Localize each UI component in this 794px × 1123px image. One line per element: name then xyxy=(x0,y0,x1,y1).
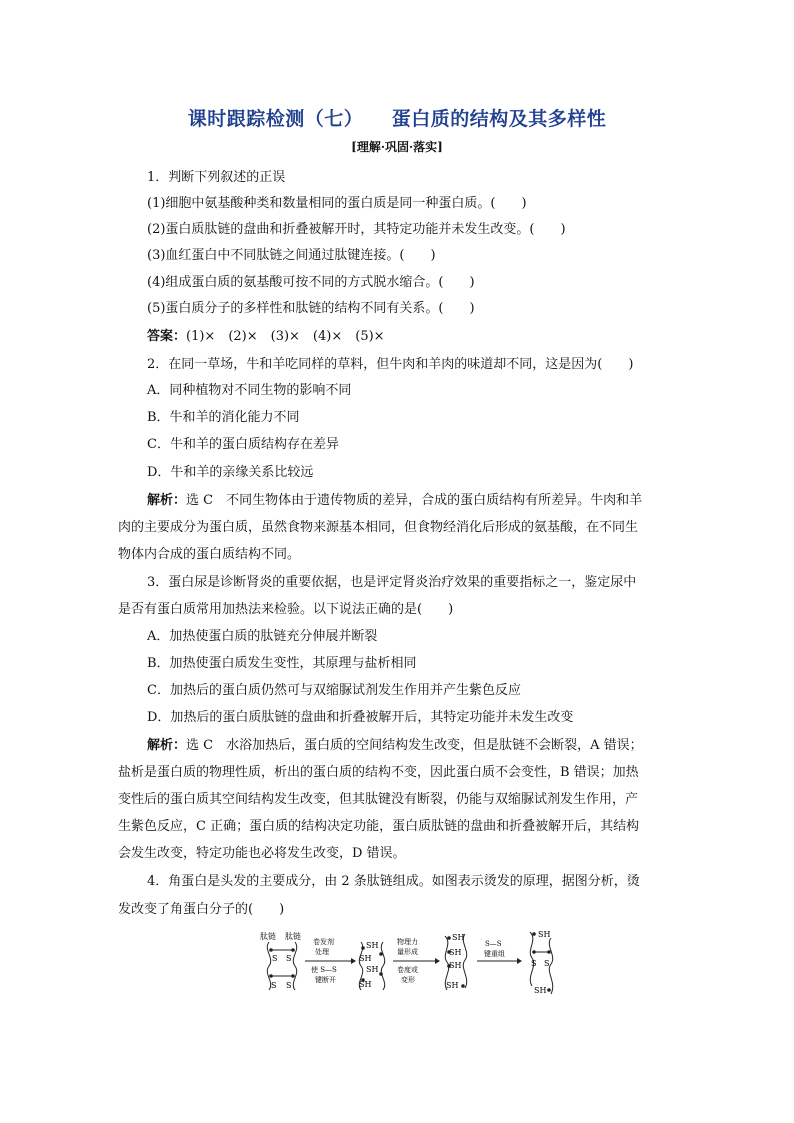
arrow-1-head xyxy=(351,958,356,964)
q2-stem: 2．在同一草场，牛和羊吃同样的草料，但牛肉和羊肉的味道却不同，这是因为( ) xyxy=(147,357,634,372)
chain-label-2: 肽链 xyxy=(285,932,301,941)
q2-analysis-label: 解析： xyxy=(147,493,187,508)
q2-analysis-line-1 xyxy=(147,493,642,509)
q3-stem-line-2: 是否有蛋白质常用加热法来检验。以下说法正确的是( ) xyxy=(118,602,454,617)
q2-option-a: A．同种植物对不同生物的影响不同 xyxy=(147,383,352,398)
arrow2-top-1: 物理力 xyxy=(397,938,418,946)
stage3-sh: SH xyxy=(449,961,462,970)
q3-option-b: B．加热使蛋白质发生变性，其原理与盐析相同 xyxy=(147,656,417,671)
q3-analysis-text-1: 选 C 水浴加热后，蛋白质的空间结构发生改变，但是肽链不会断裂，A 错误； xyxy=(186,738,643,753)
stage1-dot xyxy=(291,948,295,952)
section-subtitle: [理解·巩固·落实] xyxy=(351,140,443,154)
arrow1-bottom-1: 使 S—S xyxy=(311,966,337,974)
stage4-s: S xyxy=(544,959,550,968)
arrow-2-head xyxy=(435,958,440,964)
stage2-dot xyxy=(379,972,383,976)
q3-option-a: A．加热使蛋白质的肽链充分伸展并断裂 xyxy=(147,629,378,644)
stage3-dot xyxy=(447,936,451,940)
arrow2-bottom-2: 变形 xyxy=(401,976,415,984)
arrow2-top-2: 量形成 xyxy=(397,948,418,956)
stage4-chain-right xyxy=(549,938,552,994)
q3-analysis-line-4: 生紫色反应，C 正确；蛋白质的结构决定功能，蛋白质肽链的盘曲和折叠被解开后，其结构 xyxy=(118,819,640,834)
stage1-s: S xyxy=(271,981,277,990)
stage4-dot xyxy=(547,988,551,992)
stage2-sh: SH xyxy=(366,941,379,950)
stage1-dot xyxy=(269,974,273,978)
stage4-sh: SH xyxy=(534,986,547,995)
stage4-dot xyxy=(532,932,536,936)
q1-answer-label: 答案： xyxy=(147,329,187,344)
q1-item-2: (2)蛋白质肽链的盘曲和折叠被解开时，其特定功能并未发生改变。( ) xyxy=(147,222,566,237)
q2-analysis-line-3: 物体内合成的蛋白质结构不同。 xyxy=(118,547,301,562)
page-title: 课时跟踪检测（七） 蛋白质的结构及其多样性 xyxy=(187,108,607,130)
stage2-dot xyxy=(379,952,383,956)
q2-analysis-text-1: 选 C 不同生物体由于遗传物质的差异，合成的蛋白质结构有所差异。牛肉和羊 xyxy=(186,493,643,508)
arrow1-bottom-2: 键断开 xyxy=(315,976,336,984)
q1-answer xyxy=(147,329,385,345)
stage1-dot xyxy=(291,974,295,978)
q1-stem: 1．判断下列叙述的正误 xyxy=(147,170,286,185)
stage1-s: S xyxy=(286,981,292,990)
q1-item-4: (4)组成蛋白质的氨基酸可按不同的方式脱水缩合。( ) xyxy=(147,275,475,290)
q2-option-d: D．牛和羊的亲缘关系比较远 xyxy=(147,465,314,480)
q4-stem-line-2: 发改变了角蛋白分子的( ) xyxy=(118,902,285,917)
chain-label-1: 肽链 xyxy=(260,932,276,941)
q3-analysis-line-3: 变性后的蛋白质其空间结构发生改变，但其肽键没有断裂，仍能与双缩脲试剂发生作用，产 xyxy=(118,792,639,807)
q3-analysis-line-1 xyxy=(147,738,643,754)
arrow1-top-1: 卷发剂 xyxy=(313,938,334,946)
q3-analysis-label: 解析： xyxy=(147,738,187,753)
q1-item-1: (1)细胞中氨基酸种类和数量相同的蛋白质是同一种蛋白质。( ) xyxy=(147,196,527,211)
q2-option-b: B．牛和羊的消化能力不同 xyxy=(147,410,300,425)
stage3-sh: SH xyxy=(452,933,465,942)
stage2-chain-right xyxy=(381,942,384,990)
q1-item-3: (3)血红蛋白中不同肽链之间通过肽键连接。( ) xyxy=(147,248,436,263)
stage1-s: S xyxy=(286,954,292,963)
stage1-dot xyxy=(269,948,273,952)
stage2-dot xyxy=(361,946,365,950)
q2-analysis-line-2: 肉的主要成分为蛋白质，虽然食物来源基本相同，但食物经消化后形成的氨基酸，在不同生 xyxy=(118,520,639,535)
stage2-sh: SH xyxy=(359,980,372,989)
stage2-sh: SH xyxy=(359,954,372,963)
q3-analysis-line-5: 会发生改变，特定功能也必将发生改变，D 错误。 xyxy=(118,846,406,861)
arrow1-top-2: 处理 xyxy=(315,948,329,956)
arrow-3-head xyxy=(517,958,522,964)
q3-option-d: D．加热后的蛋白质肽链的盘曲和折叠被解开后，其特定功能并未发生改变 xyxy=(147,710,574,725)
stage2-sh: SH xyxy=(366,965,379,974)
stage3-sh: SH xyxy=(446,981,459,990)
stage1-s: S xyxy=(272,954,278,963)
arrow3-top-1: S—S xyxy=(485,940,502,948)
stage3-sh: SH xyxy=(449,948,462,957)
arrow2-bottom-1: 卷度或 xyxy=(397,966,418,974)
q1-answer-text: (1)× (2)× (3)× (4)× (5)× xyxy=(186,329,385,344)
stage4-sh: SH xyxy=(538,930,551,939)
stage3-dot xyxy=(461,984,465,988)
q4-stem-line-1: 4．角蛋白是头发的主要成分，由 2 条肽链组成。如图表示烫发的原理，据图分析，烫 xyxy=(147,874,640,889)
stage3-chain-right xyxy=(463,934,466,988)
stage4-s: S xyxy=(531,959,537,968)
q3-option-c: C．加热后的蛋白质仍然可与双缩脲试剂发生作用并产生紫色反应 xyxy=(147,683,521,698)
q3-analysis-line-2: 盐析是蛋白质的物理性质，析出的蛋白质的结构不变，因此蛋白质不会变性，B 错误；加热 xyxy=(118,765,639,780)
q2-option-c: C．牛和羊的蛋白质结构存在差异 xyxy=(147,437,339,452)
arrow3-top-2: 键重组 xyxy=(484,950,505,958)
q3-stem-line-1: 3．蛋白尿是诊断肾炎的重要依据，也是评定肾炎治疗效果的重要指标之一，鉴定尿中 xyxy=(147,575,637,590)
perm-diagram xyxy=(255,928,565,998)
q1-item-5: (5)蛋白质分子的多样性和肽链的结构不同有关系。( ) xyxy=(147,301,475,316)
